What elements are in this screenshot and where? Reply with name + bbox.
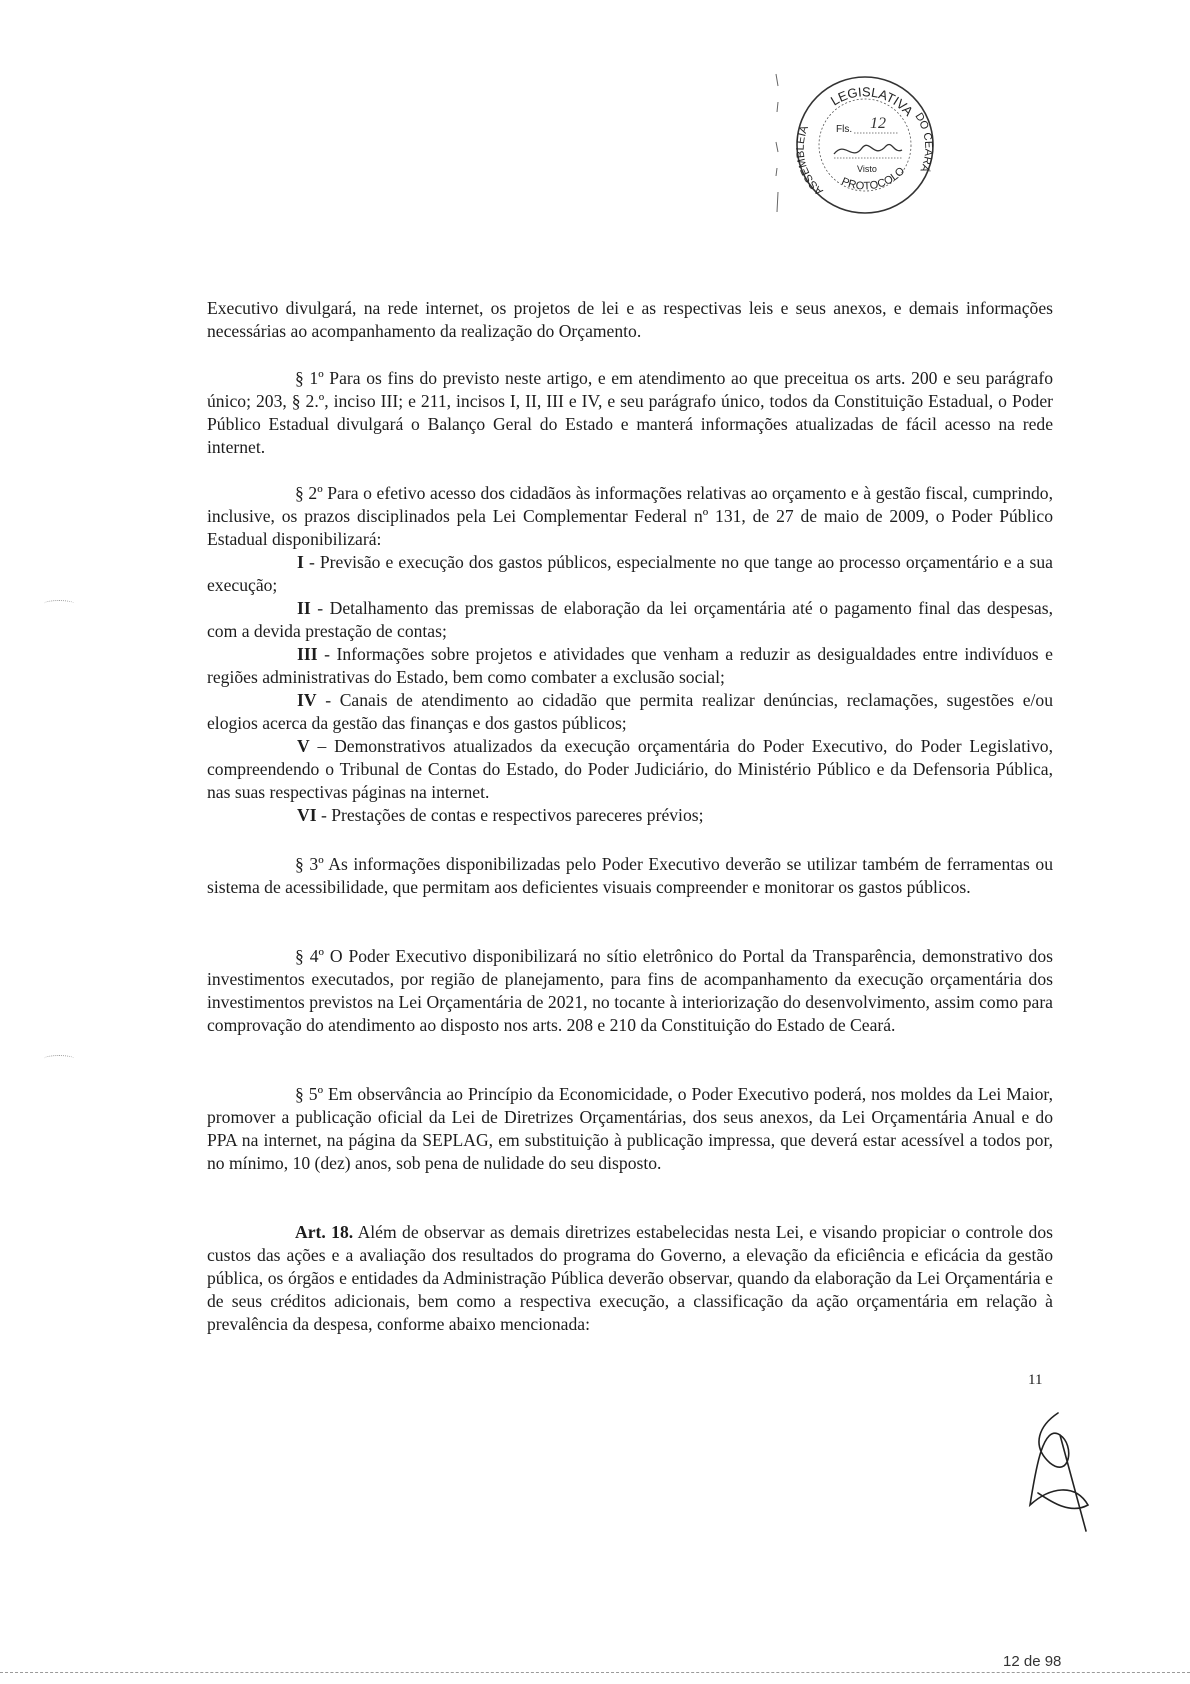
stamp-left-text: ASSEMBLEIA (794, 124, 826, 198)
item-text: - Informações sobre projetos e atividades que venham a reduzir as desigualdades entre indivíduos e regiões administrativas do Estado, bem como combater a exclusão social; (207, 644, 1053, 687)
paragraph-4-text: § 4º O Poder Executivo disponibilizará no sítio eletrônico do Portal da Transparência, demonstrativo dos investimentos executados, por região de planejamento, para fins de acompanhamento da execução orçamentária dos investimentos previstos na Lei Orçamentária de 2021, no tocante à interiorização do desenvolvimento, assim como para comprovação do atendimento ao disposto nos arts. 208 e 210 da Constituição do Estado de Ceará. (207, 946, 1053, 1035)
footer-page-count: 12 de 98 (1003, 1653, 1062, 1670)
paragraph-2-text: § 2º Para o efetivo acesso dos cidadãos às informações relativas ao orçamento e à gestão fiscal, cumprindo, inclusive, os prazos disciplinados pela Lei Complementar Federal nº 131, de 27 de maio de 2009, o Poder Público Estadual disponibilizará: (207, 483, 1053, 549)
article-18-text: Além de observar as demais diretrizes estabelecidas nesta Lei, e visando propiciar o controle dos custos das ações e a avaliação dos resultados do programa do Governo, a elevação da eficiência e eficácia da gestão pública, os órgãos e entidades da Administração Pública deverão observar, quando da elaboração da Lei Orçamentária e de seus créditos adicionais, bem como a respectiva execução, a classificação da ação orçamentária em relação à prevalência da despesa, conforme abaixo mencionada: (207, 1222, 1053, 1334)
items-list (207, 551, 1053, 827)
paragraph-1-text: § 1º Para os fins do previsto neste artigo, e em atendimento ao que preceitua os arts. 200 e seu parágrafo único; 203, § 2.º, inciso III; e 211, incisos I, II, III e IV, e seu parágrafo único, todos da Constituição Estadual, o Poder Público Estadual divulgará o Balanço Geral do Estado e manterá informações atualizadas de fácil acesso na rede internet. (207, 368, 1053, 457)
paragraph-5-text: § 5º Em observância ao Princípio da Economicidade, o Poder Executivo poderá, nos moldes da Lei Maior, promover a publicação oficial da Lei de Diretrizes Orçamentárias, dos seus anexos, da Lei Orçamentária Anual e do PPA na internet, na página da SEPLAG, em substituição à publicação impressa, que deverá estar acessível a todos por, no mínimo, 10 (dez) anos, sob pena de nulidade do seu disposto. (207, 1084, 1053, 1173)
paragraph-4 (207, 945, 1053, 1037)
stamp-top-text: LEGISLATIVA (828, 84, 917, 119)
paragraph-3 (207, 853, 1053, 899)
item-number: V (297, 736, 310, 756)
svg-text:DO CEARÁ (912, 111, 934, 175)
item-text: - Prestações de contas e respectivos pareceres prévios; (320, 805, 704, 825)
paragraph-2 (207, 482, 1053, 551)
stamp-fls-value: 12 (870, 115, 886, 132)
stamp-margin-mark (770, 72, 784, 222)
item-number: II (297, 598, 311, 618)
paragraph-1 (207, 367, 1053, 459)
item-text: - Detalhamento das premissas de elaboração da lei orçamentária até o pagamento final das despesas, com a devida prestação de contas; (207, 598, 1053, 641)
list-item (207, 597, 1053, 643)
stamp-fls-label: Fls. (836, 124, 853, 135)
item-number: III (297, 644, 318, 664)
protocol-stamp (790, 70, 940, 220)
item-number: I (297, 552, 304, 572)
margin-speck (44, 1055, 74, 1062)
item-number: IV (297, 690, 317, 710)
list-item (207, 689, 1053, 735)
paragraph-3-text: § 3º As informações disponibilizadas pelo Poder Executivo deverão se utilizar também de ferramentas ou sistema de acessibilidade, que permitam aos deficientes visuais compreender e monitorar os gastos públicos. (207, 854, 1053, 897)
stamp-bottom-text: PROTOCOLO (839, 165, 908, 193)
list-item (207, 643, 1053, 689)
stamp-right-text: DO CEARÁ (912, 110, 935, 174)
paragraph-5 (207, 1083, 1053, 1175)
stamp-visto-label: Visto (857, 164, 877, 174)
list-item (207, 735, 1053, 804)
intro-text: Executivo divulgará, na rede internet, os projetos de lei e as respectivas leis e seus anexos, e demais informações necessárias ao acompanhamento da realização do Orçamento. (207, 298, 1053, 341)
stamp-signature (834, 144, 902, 154)
list-item (207, 804, 1053, 827)
item-text: - Canais de atendimento ao cidadão que permita realizar denúncias, reclamações, sugestões e/ou elogios acerca da gestão das finanças e dos gastos públicos; (207, 690, 1054, 733)
signature-rubric (1020, 1405, 1100, 1535)
margin-speck (44, 600, 74, 607)
item-number: VI (297, 805, 317, 825)
svg-text:ASSEMBLEIA (795, 123, 826, 197)
article-18 (207, 1221, 1053, 1336)
page-number: 11 (1028, 1372, 1043, 1388)
item-text: - Previsão e execução dos gastos públicos, especialmente no que tange ao processo orçamentário e a sua execução; (207, 552, 1053, 595)
item-text: – Demonstrativos atualizados da execução orçamentária do Poder Executivo, do Poder Legislativo, compreendendo o Tribunal de Contas do Estado, do Poder Judiciário, do Ministério Público e da Defensoria Pública, nas suas respectivas páginas na internet. (207, 736, 1053, 802)
article-18-label: Art. 18. (295, 1222, 354, 1242)
intro-paragraph (207, 297, 1053, 343)
footer-line (0, 1672, 1190, 1673)
list-item (207, 551, 1053, 597)
